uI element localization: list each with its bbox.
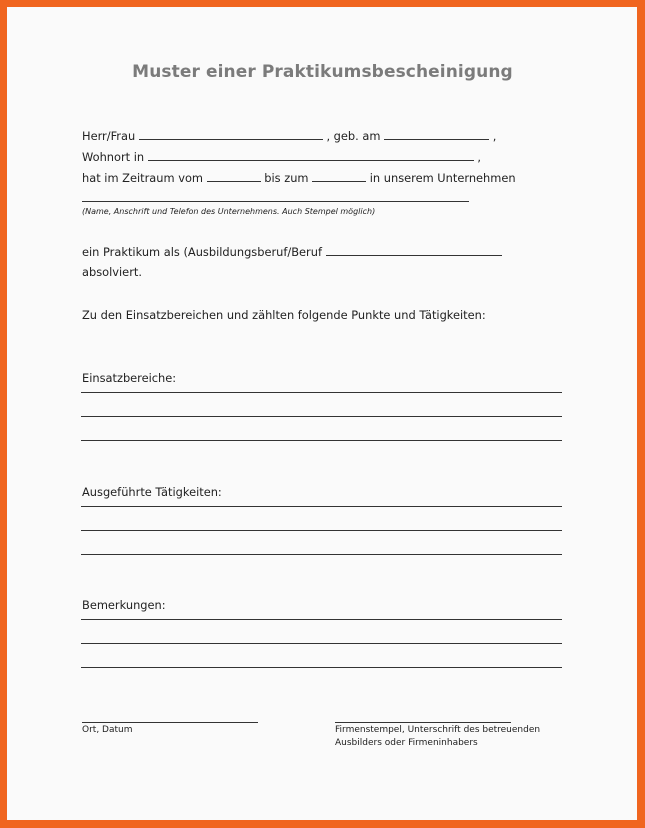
signature-line[interactable] (335, 722, 511, 723)
einsatz-line-1[interactable] (81, 392, 562, 393)
wohnort-blank[interactable] (148, 151, 474, 161)
label-geb-am: , geb. am (326, 129, 381, 143)
company-blank[interactable] (82, 201, 469, 202)
intro-text: Zu den Einsatzbereichen und zählten folgende Punkte und Tätigkeiten: (82, 308, 486, 322)
section-taetigkeiten: Ausgeführte Tätigkeiten: (82, 485, 222, 499)
start-date-blank[interactable] (207, 172, 261, 182)
row-wohnort (82, 150, 481, 164)
name-blank[interactable] (139, 130, 323, 140)
taetigkeiten-line-2[interactable] (81, 530, 562, 531)
taetigkeiten-line-3[interactable] (81, 554, 562, 555)
end-date-blank[interactable] (312, 172, 366, 182)
beruf-blank[interactable] (326, 246, 502, 256)
label-herr-frau: Herr/Frau (82, 129, 136, 143)
label-bis-zum: bis zum (264, 171, 309, 185)
row-zeitraum (82, 171, 516, 185)
label-zeitraum-vom: hat im Zeitraum vom (82, 171, 204, 185)
einsatz-line-2[interactable] (81, 416, 562, 417)
ort-datum-label: Ort, Datum (82, 725, 133, 735)
row-name (82, 129, 496, 143)
row-praktikum (82, 245, 502, 259)
label-wohnort: Wohnort in (82, 150, 145, 164)
einsatz-line-3[interactable] (81, 440, 562, 441)
bemerkungen-line-2[interactable] (81, 643, 562, 644)
bemerkungen-line-3[interactable] (81, 667, 562, 668)
label-in-unserem-unternehmen: in unserem Unternehmen (369, 171, 516, 185)
document-title: Muster einer Praktikumsbescheinigung (132, 62, 513, 82)
label-praktikum-als: ein Praktikum als (Ausbildungsberuf/Beruf (82, 245, 322, 259)
taetigkeiten-line-1[interactable] (81, 506, 562, 507)
signature-label-line1: Firmenstempel, Unterschrift des betreuenden (335, 725, 541, 735)
company-note: (Name, Anschrift und Telefon des Unternehmens. Auch Stempel möglich) (82, 207, 376, 216)
comma-2: , (477, 150, 482, 164)
section-einsatzbereiche: Einsatzbereiche: (82, 371, 177, 385)
bemerkungen-line-1[interactable] (81, 619, 562, 620)
label-absolviert: absolviert. (82, 265, 142, 279)
signature-label-line2: Ausbilders oder Firmeninhabers (335, 738, 478, 748)
birthdate-blank[interactable] (384, 130, 489, 140)
comma-1: , (492, 129, 497, 143)
ort-datum-line[interactable] (82, 722, 258, 723)
section-bemerkungen: Bemerkungen: (82, 598, 166, 612)
